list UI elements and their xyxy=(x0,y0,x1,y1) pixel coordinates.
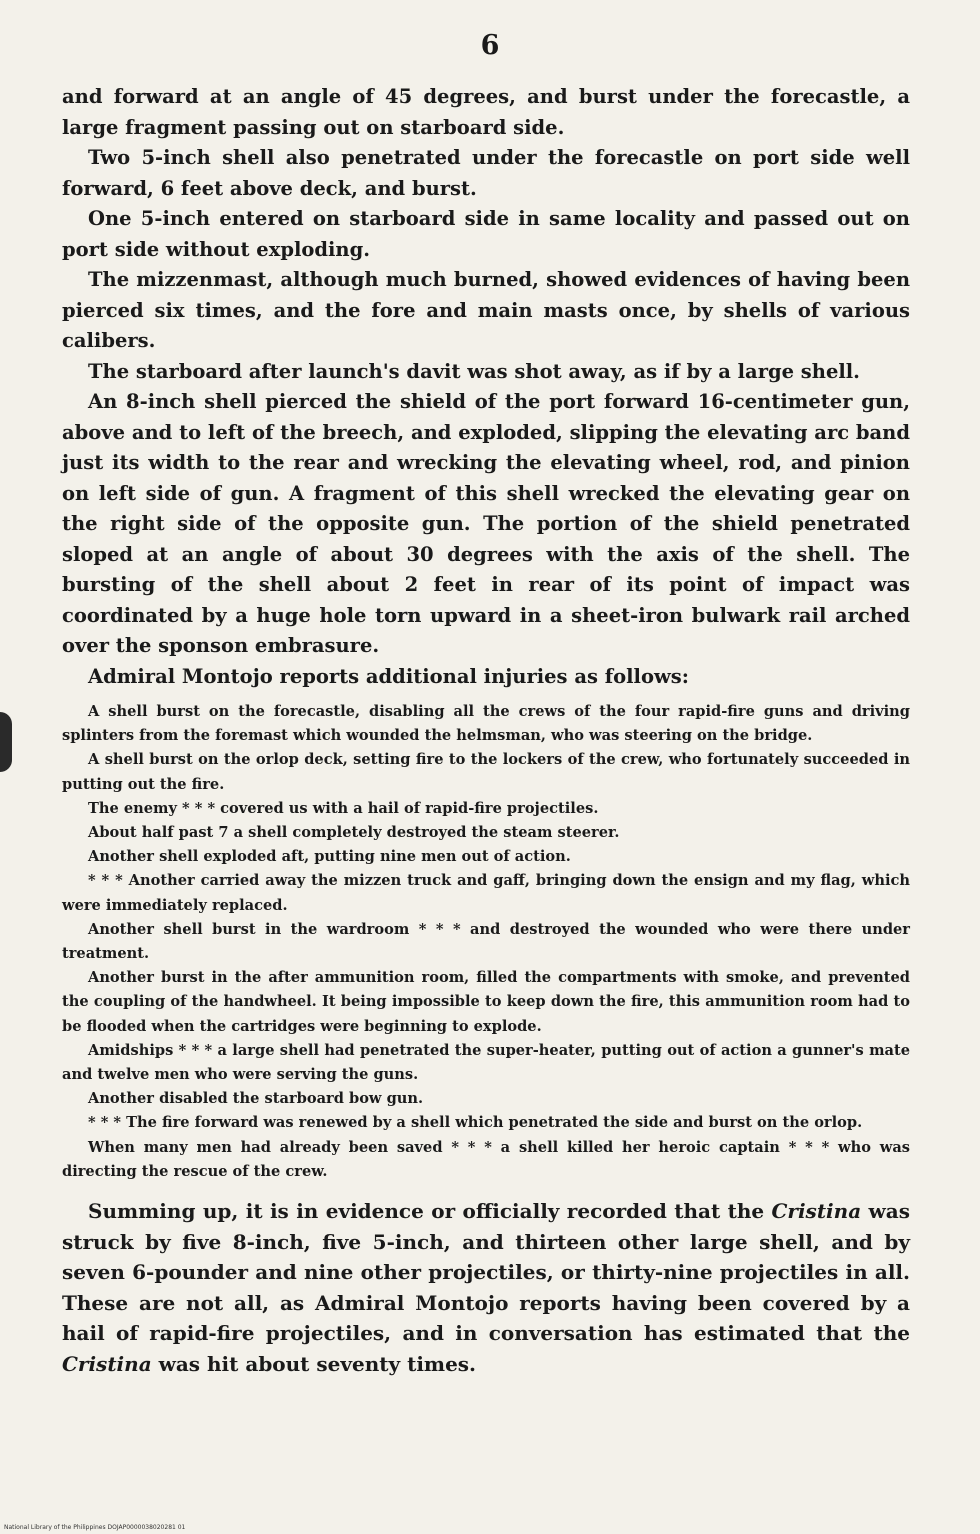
page-body xyxy=(62,82,910,1379)
summary-paragraph xyxy=(62,1196,910,1379)
quoted-paragraph: A shell burst on the orlop deck, setting fire to the lockers of the crew, who fortunately succeeded in putting out the fire. xyxy=(62,751,910,793)
quoted-paragraph: Another shell burst in the wardroom * * * and destroyed the wounded who were there under treatment. xyxy=(62,920,910,963)
paragraph: One 5-inch entered on starboard side in same locality and passed out on port side without exploding. xyxy=(62,207,910,261)
quoted-paragraph: Amidships * * * a large shell had penetrated the super-heater, putting out of action a gunner's mate and twelve men who were serving the guns. xyxy=(62,1041,910,1084)
summary-text: Summing up, it is in evidence or officially recorded that the xyxy=(88,1199,772,1224)
quoted-paragraph: Another disabled the starboard bow gun. xyxy=(88,1090,424,1108)
ship-name: Cristina xyxy=(62,1351,152,1376)
quoted-paragraph: When many men had already been saved * * * a shell killed her heroic captain * * * who was directing the rescue of the crew. xyxy=(62,1138,910,1180)
quoted-paragraph: Another burst in the after ammunition room, filled the compartments with smoke, and prevented the coupling of the handwheel. It being impossible to keep down the fire, this ammunition room had to be flooded when the cartridges were beginning to explode. xyxy=(62,969,910,1035)
quoted-paragraph: A shell burst on the forecastle, disabling all the crews of the four rapid-fire guns and driving splinters from the foremast which wounded the helmsman, who was steering on the bridge. xyxy=(62,703,910,745)
quoted-paragraph: About half past 7 a shell completely destroyed the steam steerer. xyxy=(88,824,620,842)
summary-section xyxy=(62,1196,910,1379)
main-text xyxy=(62,82,910,692)
quoted-report xyxy=(62,700,910,1184)
library-footer: National Library of the Philippines DOJAP0000038020281 01 xyxy=(4,1524,186,1531)
page-number: 6 xyxy=(480,30,500,61)
page-edge-shadow xyxy=(0,712,12,772)
paragraph: The mizzenmast, although much burned, showed evidences of having been pierced six times, and the fore and main masts once, by shells of various calibers. xyxy=(62,268,910,352)
summary-text: was hit about seventy times. xyxy=(151,1351,477,1376)
quoted-paragraph: The enemy * * * covered us with a hail of rapid-fire projectiles. xyxy=(88,799,599,817)
ship-name: Cristina xyxy=(771,1199,862,1224)
summary-text: was struck by five 8-inch, five 5-inch, and thirteen other large shell, and by seven 6-pounder and nine other projectiles, or thirty-nine projectiles in all. These are not all, as Admiral Montojo reports having been covered by a hail of rapid-fire projectiles, and in conversation has estimated that the xyxy=(62,1199,910,1346)
quoted-paragraph: * * * Another carried away the mizzen truck and gaff, bringing down the ensign and my flag, which were immediately replaced. xyxy=(62,872,910,914)
paragraph: Admiral Montojo reports additional injuries as follows: xyxy=(88,664,689,688)
quoted-paragraph: * * * The fire forward was renewed by a shell which penetrated the side and burst on the orlop. xyxy=(88,1114,863,1132)
paragraph: An 8-inch shell pierced the shield of the port forward 16-centimeter gun, above and to left of the breech, and exploded, slipping the elevating arc band just its width to the rear and wrecking the elevating wheel, rod, and pinion on left side of gun. A fragment of this shell wrecked the elevating gear on the right side of the opposite gun. The portion of the shield penetrated sloped at an angle of about 30 degrees with the axis of the shell. The bursting of the shell about 2 feet in rear of its point of impact was coordinated by a huge hole torn upward in a sheet-iron bulwark rail arched over the sponson embrasure. xyxy=(62,390,910,657)
quoted-paragraph: Another shell exploded aft, putting nine men out of action. xyxy=(88,848,571,866)
paragraph: Two 5-inch shell also penetrated under the forecastle on port side well forward, 6 feet above deck, and burst. xyxy=(62,146,910,200)
paragraph: The starboard after launch's davit was shot away, as if by a large shell. xyxy=(88,359,860,383)
paragraph: and forward at an angle of 45 degrees, and burst under the forecastle, a large fragment passing out on starboard side. xyxy=(62,85,910,139)
